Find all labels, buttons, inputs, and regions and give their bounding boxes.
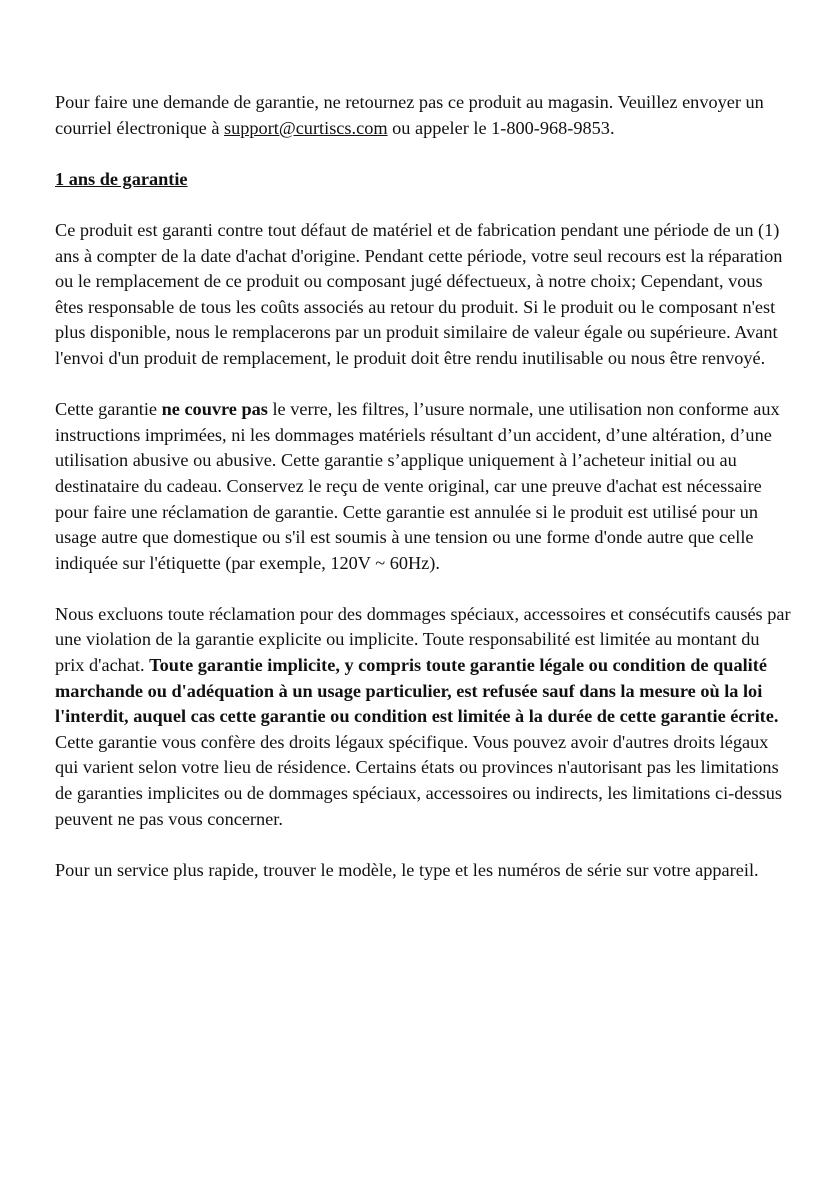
liability-rest: Cette garantie vous confère des droits légaux spécifique. Vous pouvez avoir d'autres droits légaux qui varient selon votre lieu de résidence. Certains états ou provinces n'autorisant pas les limitations de garanties implicites ou de dommages spéciaux, accessoires ou indirects, les limitations ci-dessus peuvent ne pas vous concerner. bbox=[55, 731, 783, 829]
liability-bold: Toute garantie implicite, y compris toute garantie légale ou condition de qualité marchande ou d'adéquation à un usage particulier, est refusée sauf dans la mesure où la loi l'interdit, auquel cas cette garantie ou condition est limitée à la durée de cette garantie écrite. bbox=[55, 655, 779, 727]
liability-lead: Nous excluons toute réclamation pour des dommages spéciaux, accessoires et consécutifs causés par une violation de la garantie explicite ou implicite. Toute responsabilité est limitée au montant du prix d'achat. bbox=[55, 603, 791, 676]
exclusions-rest: le verre, les filtres, l’usure normale, une utilisation non conforme aux instructions imprimées, ni les dommages matériels résultant d’un accident, d’une altération, d’une utilisation abusive ou abusive. Cette garantie s’applique uniquement à l’acheteur initial ou au destinataire du cadeau. Conservez le reçu de vente original, car une preuve d'achat est nécessaire pour faire une réclamation de garantie. Cette garantie est annulée si le produit est utilisé pour un usage autre que domestique ou s'il est soumis à une tension ou une forme d'onde autre que celle indiquée sur l'étiquette (par exemple, 120V ~ 60Hz). bbox=[55, 399, 780, 573]
support-email-link[interactable]: support@curtiscs.com bbox=[224, 117, 388, 138]
exclusions-bold: ne couvre pas bbox=[161, 399, 268, 420]
intro-text-before-email: Pour faire une demande de garantie, ne retournez pas ce produit au magasin. Veuillez envoyer un courriel électronique à bbox=[55, 92, 764, 138]
intro-text-after-email: ou appeler le 1-800-968-9853. bbox=[387, 117, 615, 138]
warranty-coverage-paragraph: Ce produit est garanti contre tout défaut de matériel et de fabrication pendant une période de un (1) ans à compter de la date d'achat d'origine. Pendant cette période, votre seul recours est la réparation ou le remplacement de ce produit ou composant jugé défectueux, à notre choix; Cependant, vous êtes responsable de tous les coûts associés au retour du produit. Si le produit ou le composant n'est plus disponible, nous le remplacerons par un produit similaire de valeur égale ou supérieure. Avant l'envoi d'un produit de remplacement, le produit doit être rendu inutilisable ou nous être renvoyé. bbox=[55, 219, 783, 368]
warranty-document bbox=[55, 90, 793, 909]
service-note-paragraph: Pour un service plus rapide, trouver le modèle, le type et les numéros de série sur votre appareil. bbox=[55, 859, 759, 880]
warranty-heading: 1 ans de garantie bbox=[55, 168, 188, 189]
intro-paragraph bbox=[55, 90, 793, 141]
exclusions-paragraph bbox=[55, 397, 793, 576]
exclusions-lead: Cette garantie bbox=[55, 399, 162, 420]
liability-paragraph bbox=[55, 602, 793, 832]
